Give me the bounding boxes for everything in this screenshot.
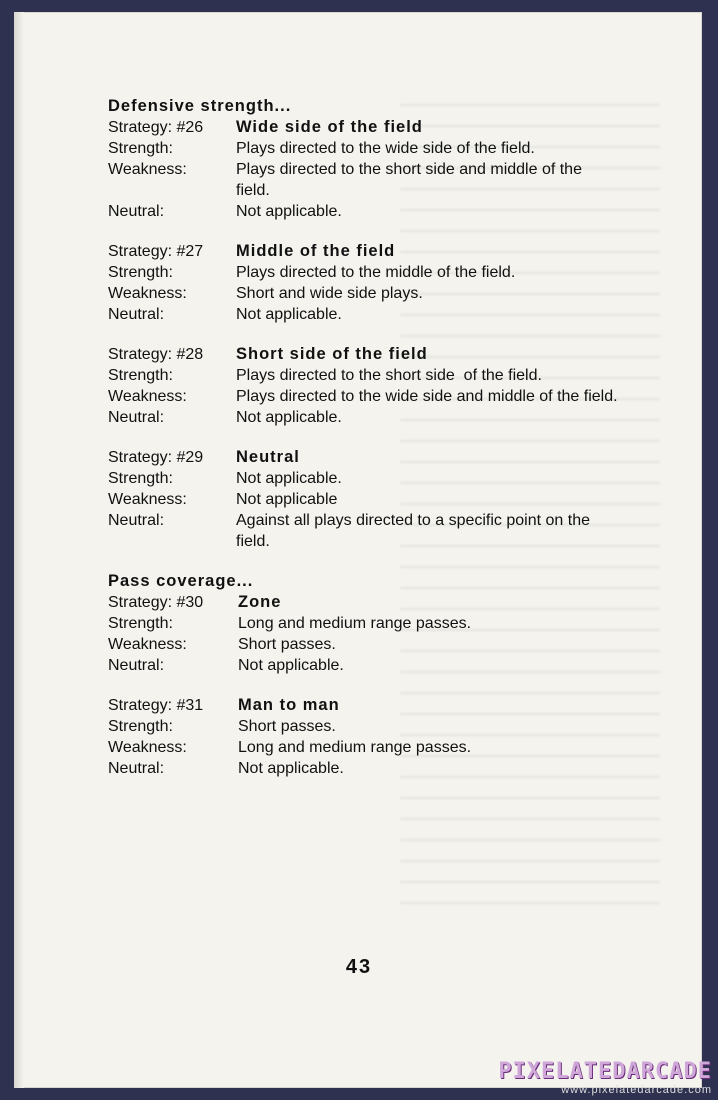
neutral-label: Neutral: <box>108 760 165 777</box>
strategy-31 <box>108 695 668 779</box>
page-number: 43 <box>345 956 373 978</box>
weakness-value: Short and wide side plays. <box>236 285 423 302</box>
strength-label: Strength: <box>108 367 173 384</box>
strategy-30 <box>108 592 668 676</box>
neutral-value: Not applicable. <box>236 203 342 220</box>
strength-label: Strength: <box>108 615 173 632</box>
page-gutter <box>14 12 24 1088</box>
neutral-value: Against all plays directed to a specific point on the field. <box>236 512 590 550</box>
strategy-number: Strategy: #27 <box>108 243 204 260</box>
strength-label: Strength: <box>108 718 173 735</box>
neutral-value: Not applicable. <box>238 657 344 674</box>
weakness-label: Weakness: <box>108 739 187 756</box>
strength-label: Strength: <box>108 140 173 157</box>
strength-value: Short passes. <box>238 718 336 735</box>
neutral-label: Neutral: <box>108 657 165 674</box>
strategy-name: Man to man <box>238 696 340 714</box>
weakness-value: Plays directed to the wide side and middle of the field. <box>236 388 618 405</box>
weakness-label: Weakness: <box>108 161 187 178</box>
strategy-number: Strategy: #29 <box>108 449 204 466</box>
section-heading-defensive: Defensive strength... <box>108 97 292 115</box>
neutral-label: Neutral: <box>108 306 165 323</box>
strategy-number: Strategy: #28 <box>108 346 204 363</box>
watermark <box>498 1059 712 1096</box>
weakness-label: Weakness: <box>108 285 187 302</box>
weakness-value: Long and medium range passes. <box>238 739 472 756</box>
weakness-label: Weakness: <box>108 491 187 508</box>
neutral-label: Neutral: <box>108 409 165 426</box>
strategy-name: Middle of the field <box>236 242 396 260</box>
strategy-26 <box>108 117 668 222</box>
neutral-value: Not applicable. <box>238 760 344 777</box>
strategy-27 <box>108 241 668 325</box>
neutral-value: Not applicable. <box>236 306 342 323</box>
strength-value: Not applicable. <box>236 470 342 487</box>
weakness-label: Weakness: <box>108 388 187 405</box>
strength-value: Plays directed to the middle of the field. <box>236 264 516 281</box>
strategy-name: Zone <box>238 593 282 611</box>
strategy-content <box>108 96 668 798</box>
strength-label: Strength: <box>108 264 173 281</box>
strategy-name: Neutral <box>236 448 300 466</box>
pass-coverage-section <box>108 571 668 779</box>
strength-value: Plays directed to the wide side of the field. <box>236 140 535 157</box>
strategy-name: Wide side of the field <box>236 118 423 136</box>
weakness-value: Short passes. <box>238 636 336 653</box>
weakness-label: Weakness: <box>108 636 187 653</box>
neutral-value: Not applicable. <box>236 409 342 426</box>
section-heading-pass: Pass coverage... <box>108 572 254 590</box>
strength-value: Long and medium range passes. <box>238 615 472 632</box>
weakness-value: Plays directed to the short side and middle of the field. <box>236 161 582 199</box>
strategy-28 <box>108 344 668 428</box>
strength-value: Plays directed to the short side of the field. <box>236 367 542 384</box>
strategy-name: Short side of the field <box>236 345 428 363</box>
strategy-number: Strategy: #26 <box>108 119 204 136</box>
weakness-value: Not applicable <box>236 491 338 508</box>
strategy-number: Strategy: #30 <box>108 594 204 611</box>
strategy-number: Strategy: #31 <box>108 697 204 714</box>
neutral-label: Neutral: <box>108 203 165 220</box>
strategy-29 <box>108 447 668 552</box>
neutral-label: Neutral: <box>108 512 165 529</box>
watermark-title: PIXELATEDARCADE <box>498 1059 712 1084</box>
watermark-url: www.pixelatedarcade.com <box>561 1084 712 1096</box>
strength-label: Strength: <box>108 470 173 487</box>
